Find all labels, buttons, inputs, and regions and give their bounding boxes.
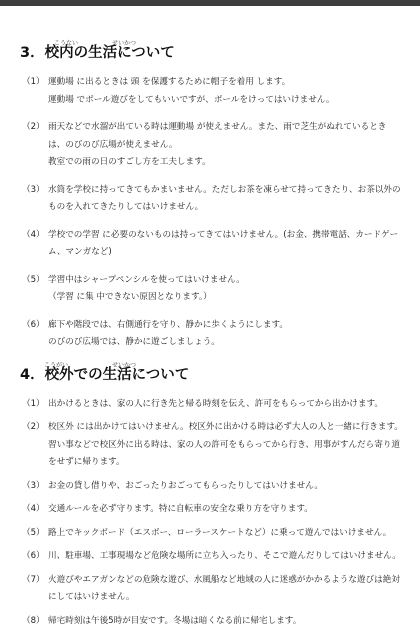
list-item [20, 119, 412, 172]
item-number: （6） [22, 551, 45, 561]
item-line: 廊下や階段では、右側通行を守り、静かに歩くようにします。 [48, 319, 288, 330]
item-line: のびのび広場では、静かに遊ごしましょう。 [48, 337, 220, 347]
section-3-title-text: 3．校内の生活について [20, 45, 175, 61]
document-page [20, 40, 412, 636]
list-item [20, 182, 412, 217]
item-number: （1） [22, 398, 45, 409]
item-number: （3） [22, 480, 45, 491]
item-text [48, 272, 412, 307]
item-text [48, 317, 412, 352]
item-text [48, 613, 412, 631]
item-line: 路上でキックボード（エスボー、ローラースケートなど）に乗って遊んではいけません。 [48, 527, 392, 538]
top-border-bar [0, 0, 420, 6]
item-line: をせずに帰ります。 [48, 457, 125, 467]
item-number: （4） [22, 229, 45, 240]
item-number: （5） [22, 274, 45, 285]
item-text [48, 548, 412, 566]
section-4-ruby-1: こうがい [44, 361, 69, 369]
item-number: （6） [22, 319, 45, 330]
item-number: （8） [22, 615, 45, 626]
item-text [48, 227, 412, 262]
list-item [20, 272, 412, 307]
item-line: 交通ルールを必ず守ります。特に自転車の安全な乗り方を守ります。 [48, 504, 313, 514]
item-number: （3） [22, 184, 45, 195]
item-line: 校区外 には出かけてはいけません。校区外に出かける時は必ず大人の人と一緒に行きます。 [48, 422, 403, 432]
list-item [20, 501, 412, 519]
item-text [48, 182, 412, 217]
item-line: 運動場 でボール遊びをしてもいいですが、ボールをけってはいけません。 [48, 94, 335, 105]
list-item [20, 396, 412, 414]
list-item [20, 548, 412, 566]
item-line: 水筒を学校に持ってきてもかまいません。ただしお茶を凍らせて持ってきたり、お茶以外の [48, 184, 401, 195]
item-line: 習い事などで校区外に出る時は、家の人の許可をもらってから行き、用事がすんだら寄り道 [48, 439, 401, 450]
item-text [48, 525, 412, 543]
section-3-ruby-2: せいかつ [112, 40, 137, 47]
item-line: お金の貸し借りや、おごったりおごってもらったりしてはいけません。 [48, 480, 324, 491]
item-text [48, 396, 412, 414]
list-item [20, 478, 412, 496]
item-text [48, 74, 412, 109]
list-item [20, 525, 412, 543]
section-4-title [20, 361, 412, 384]
item-line: ものを入れてきたりしてはいけません。 [48, 202, 204, 212]
item-line: （学習 に集 中できない原因となります。） [48, 292, 212, 302]
list-item [20, 227, 412, 262]
section-4-list [20, 396, 412, 631]
item-line: 火遊びやエアガンなどの危険な遊び、水風船など地域の人に迷惑がかかるような遊びは絶対 [48, 574, 400, 585]
list-item [20, 613, 412, 631]
section-3-list [20, 74, 412, 352]
list-item [20, 419, 412, 472]
item-text [48, 478, 412, 496]
item-line: 学習中はシャープペンシルを使ってはいけません。 [48, 274, 245, 285]
section-3-title [20, 40, 412, 62]
item-text [48, 501, 412, 519]
section-4-ruby-2: せいかつ [112, 361, 137, 369]
list-item [20, 74, 412, 109]
section-4-title-text: 4．校外での生活について [20, 366, 190, 383]
list-item [20, 572, 412, 607]
item-line: ム、マンガなど) [48, 247, 112, 257]
item-line: 川、駐車場、工事現場など危険な場所に立ち入ったり、そこで遊んだりしてはいけません。 [48, 551, 401, 561]
item-text [48, 419, 412, 472]
item-line: 出かけるときは、家の人に行き先と帰る時刻を伝え、許可をもらってから出かけます。 [48, 398, 383, 409]
item-text [48, 119, 412, 172]
item-line: 雨天などで水溜が出ている時は運動場 が使えません。また、雨で芝生がぬれているとき [48, 122, 387, 132]
item-line: 教室での雨の日のすごし方を工夫します。 [48, 157, 211, 167]
item-line: は、のびのび広場が使えません。 [48, 139, 178, 150]
item-line: 帰宅時刻は午後5時が目安です。冬場は暗くなる前に帰宅します。 [48, 615, 302, 626]
item-number: （5） [22, 527, 45, 538]
item-line: 学校での学習 に必要のないものは持ってきてはいけません。(お金、携帯電話、カードゲー [48, 229, 399, 240]
item-number: （2） [22, 422, 45, 432]
list-item [20, 317, 412, 352]
section-3-ruby-1: こうない [54, 40, 79, 47]
item-line: にしてはいけません。 [48, 592, 135, 602]
item-number: （2） [22, 122, 45, 132]
item-line: 運動場 に出るときは 頭 を保護するために帽子を着用 します。 [48, 77, 291, 87]
item-number: （1） [22, 77, 45, 87]
item-number: （4） [22, 504, 45, 514]
item-text [48, 572, 412, 607]
item-number: （7） [22, 574, 45, 585]
